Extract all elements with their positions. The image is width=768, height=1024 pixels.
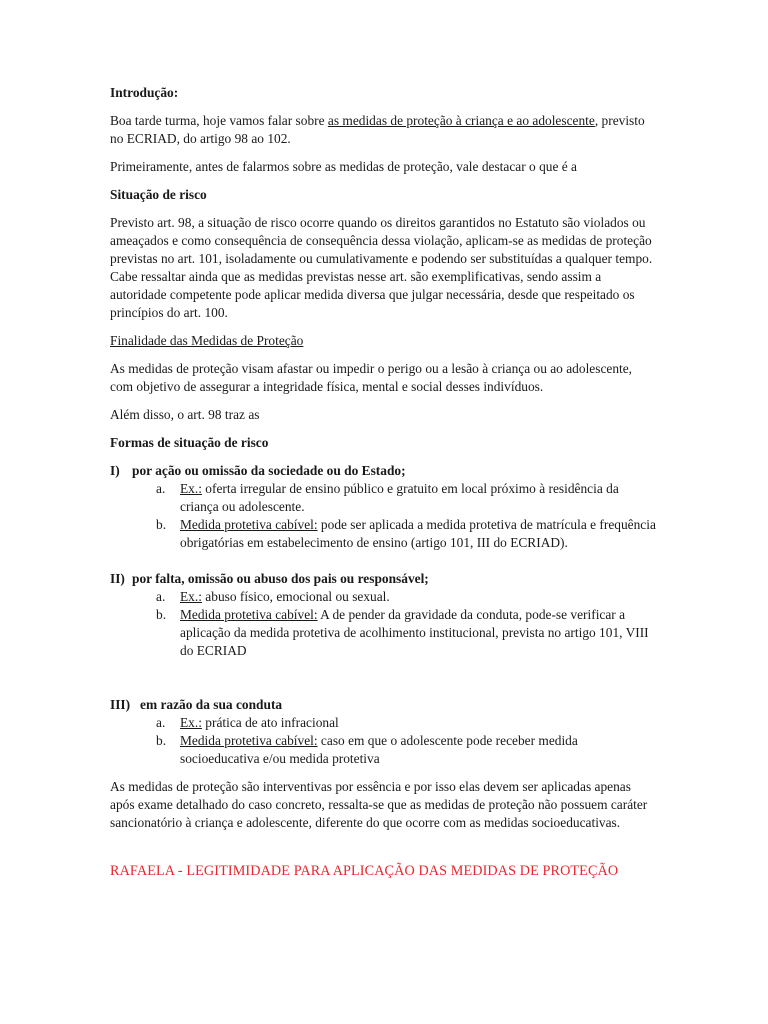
item-text: prática de ato infracional [201,715,339,730]
item-label: Medida protetiva cabível: [180,517,318,532]
case-heading [110,696,658,714]
list-item [156,588,658,606]
item-label: Medida protetiva cabível: [180,733,318,748]
intro-underlined-topic: as medidas de proteção à criança e ao adolescente [327,113,595,128]
case-heading [110,462,658,480]
case-heading [110,570,658,588]
finalidade-paragraph: As medidas de proteção visam afastar ou impedir o perigo ou a lesão à criança ou ao adolescente, com objetivo de assegurar a integridade física, mental e social desses indivíduos. [110,361,633,394]
risco-paragraph: Previsto art. 98, a situação de risco ocorre quando os direitos garantidos no Estatuto são violados ou ameaçados e como consequência de consequência dessa violação, aplicam-se as medidas de proteção previstas no art. 101, isoladamente ou cumulativamente e podendo ser substituídas a qualquer tempo. Cabe ressaltar ainda que as medidas previstas nesse art. são exemplificativas, sendo assim a autoridade competente pode aplicar medida diversa que julgar necessária, desde que respeitado os princípios do art. 100. [110,215,653,320]
conclusion-paragraph: As medidas de proteção são interventivas por essência e por isso elas devem ser aplicadas apenas após exame detalhado do caso concreto, ressalta-se que as medidas de proteção não possuem caráter sancionatório à criança e adolescente, diferente do que ocorre com as medidas socioeducativas. [110,779,648,830]
list-letter: b. [156,607,167,622]
item-text: caso em que o adolescente pode receber medida socioeducativa e/ou medida protetiva [180,733,578,766]
list-letter: b. [156,517,167,532]
case-number: III) [110,697,131,712]
item-text: abuso físico, emocional ou sexual. [201,589,390,604]
item-label: Ex.: [180,481,202,496]
intro-text-start: Boa tarde turma, hoje vamos falar sobre [110,113,328,128]
list-item [156,606,658,660]
case-2 [110,570,658,660]
document-page [110,84,658,880]
list-letter: a. [156,715,166,730]
item-text: A de pender da gravidade da conduta, pode-se verificar a aplicação da medida protetiva de acolhimento institucional, prevista no artigo 101, VIII do ECRIAD [180,607,649,658]
item-text: oferta irregular de ensino público e gratuito em local próximo à residência da criança ou adolescente. [180,481,619,514]
list-letter: b. [156,733,167,748]
next-speaker-title: RAFAELA - LEGITIMIDADE PARA APLICAÇÃO DAS MEDIDAS DE PROTEÇÃO [110,863,619,879]
intro-text-end: , previsto no ECRIAD, do artigo 98 ao 102. [110,113,645,146]
item-text: pode ser aplicada a medida protetiva de matrícula e frequência obrigatórias em estabelecimento de ensino (artigo 101, III do ECRIAD). [180,517,656,550]
case-number: I) [110,463,120,478]
case-title: por ação ou omissão da sociedade ou do Estado; [132,463,406,478]
finalidade-extra: Além disso, o art. 98 traz as [110,407,260,422]
case-number: II) [110,571,125,586]
intro-heading: Introdução: [110,85,179,100]
case-1 [110,462,658,552]
item-label: Ex.: [180,715,202,730]
risco-heading: Situação de risco [110,187,207,202]
list-item [156,480,658,516]
case-title: por falta, omissão ou abuso dos pais ou responsável; [132,571,429,586]
intro-paragraph [110,112,658,148]
list-letter: a. [156,589,166,604]
item-label: Medida protetiva cabível: [180,607,318,622]
finalidade-heading: Finalidade das Medidas de Proteção [110,333,304,348]
case-title: em razão da sua conduta [140,697,283,712]
list-item [156,714,658,732]
formas-heading: Formas de situação de risco [110,435,269,450]
list-item [156,516,658,552]
list-letter: a. [156,481,166,496]
item-label: Ex.: [180,589,202,604]
intro-paragraph-2: Primeiramente, antes de falarmos sobre as medidas de proteção, vale destacar o que é a [110,159,577,174]
case-3 [110,696,658,768]
list-item [156,732,658,768]
